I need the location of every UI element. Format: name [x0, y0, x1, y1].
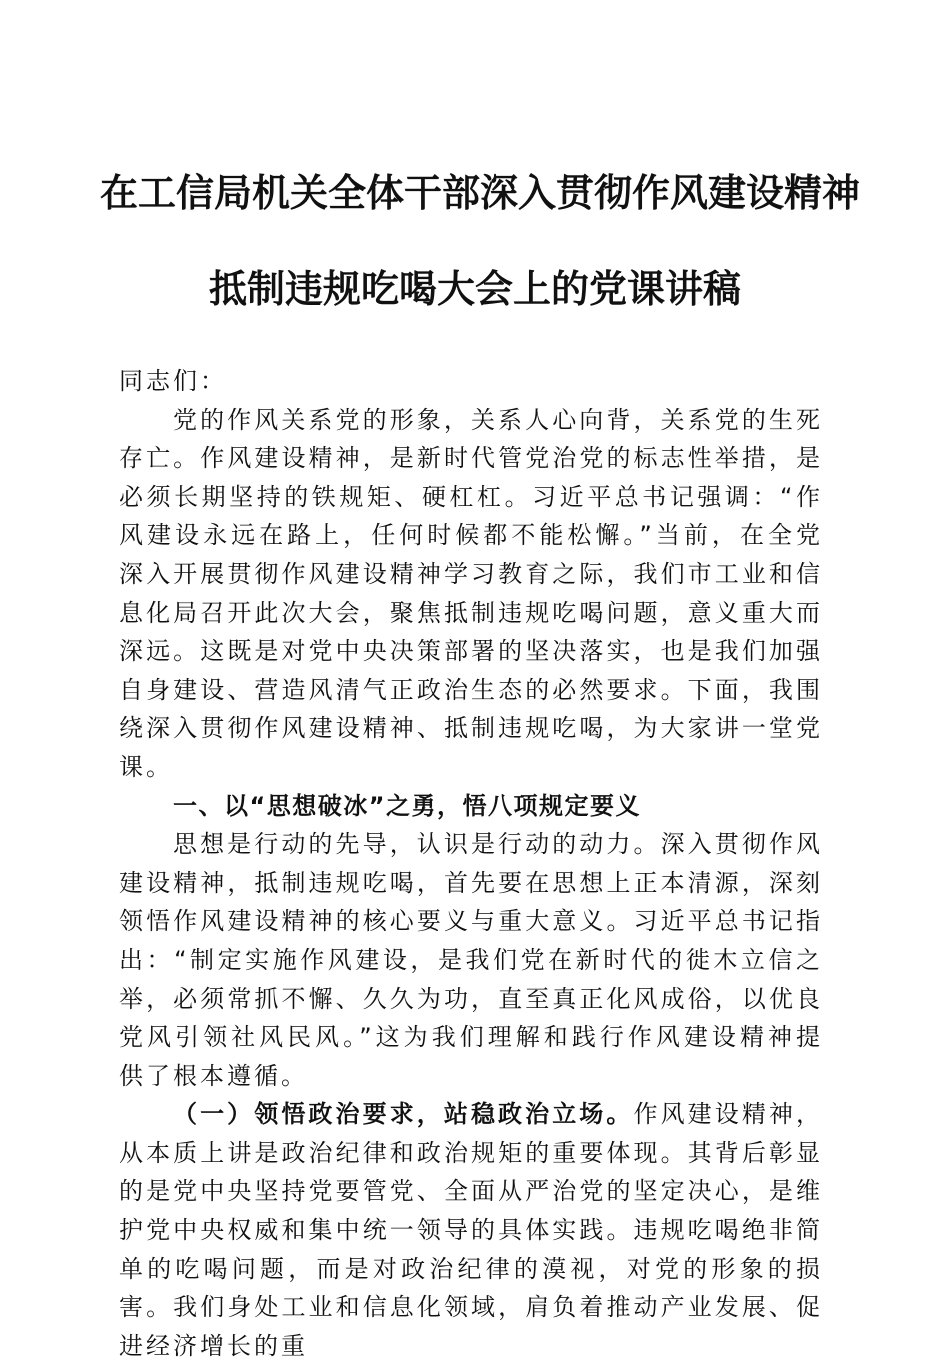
document-title-line-1: 在工信局机关全体干部深入贯彻作风建设精神 [100, 170, 861, 215]
salutation: 同志们： [119, 367, 227, 395]
section-heading-1: 一、以“思想破冰”之勇，悟八项规定要义 [173, 791, 642, 820]
paragraph-section-1: 思想是行动的先导，认识是行动的动力。深入贯彻作风建设精神，抵制违规吃喝，首先要在思想上正本清源，深刻领悟作风建设精神的核心要义与重大意义。习近平总书记指出：“制定实施作风建设，是我们党在新时代的徙木立信之举，必须常抓不懈、久久为功，直至真正化风成俗，以优良党风引领社风民风。”这为我们理解和践行作风建设精神提供了根本遵循。 [119, 830, 823, 1090]
paragraph-subsection-1 [119, 1095, 823, 1365]
document-title-line-2: 抵制违规吃喝大会上的党课讲稿 [208, 266, 741, 311]
subsection-text-1: 作风建设精神，从本质上讲是政治纪律和政治规矩的重要体现。其背后彰显的是党中央坚持党要管党、全面从严治党的坚定决心，是维护党中央权威和集中统一领导的具体实践。违规吃喝绝非简单的吃喝问题，而是对政治纪律的漠视，对党的形象的损害。我们身处工业和信息化领域，肩负着推动产业发展、促进经济增长的重 [119, 1100, 824, 1360]
document-body [119, 362, 823, 1365]
subsection-heading-1: （一）领悟政治要求，站稳政治立场。 [173, 1100, 634, 1129]
paragraph-intro: 党的作风关系党的形象，关系人心向背，关系党的生死存亡。作风建设精神，是新时代管党治党的标志性举措，是必须长期坚持的铁规矩、硬杠杠。习近平总书记强调：“作风建设永远在路上，任何时候都不能松懈。”当前，在全党深入开展贯彻作风建设精神学习教育之际，我们市工业和信息化局召开此次大会，聚焦抵制违规吃喝问题，意义重大而深远。这既是对党中央决策部署的坚决落实，也是我们加强自身建设、营造风清气正政治生态的必然要求。下面，我围绕深入贯彻作风建设精神、抵制违规吃喝，为大家讲一堂党课。 [119, 405, 823, 781]
